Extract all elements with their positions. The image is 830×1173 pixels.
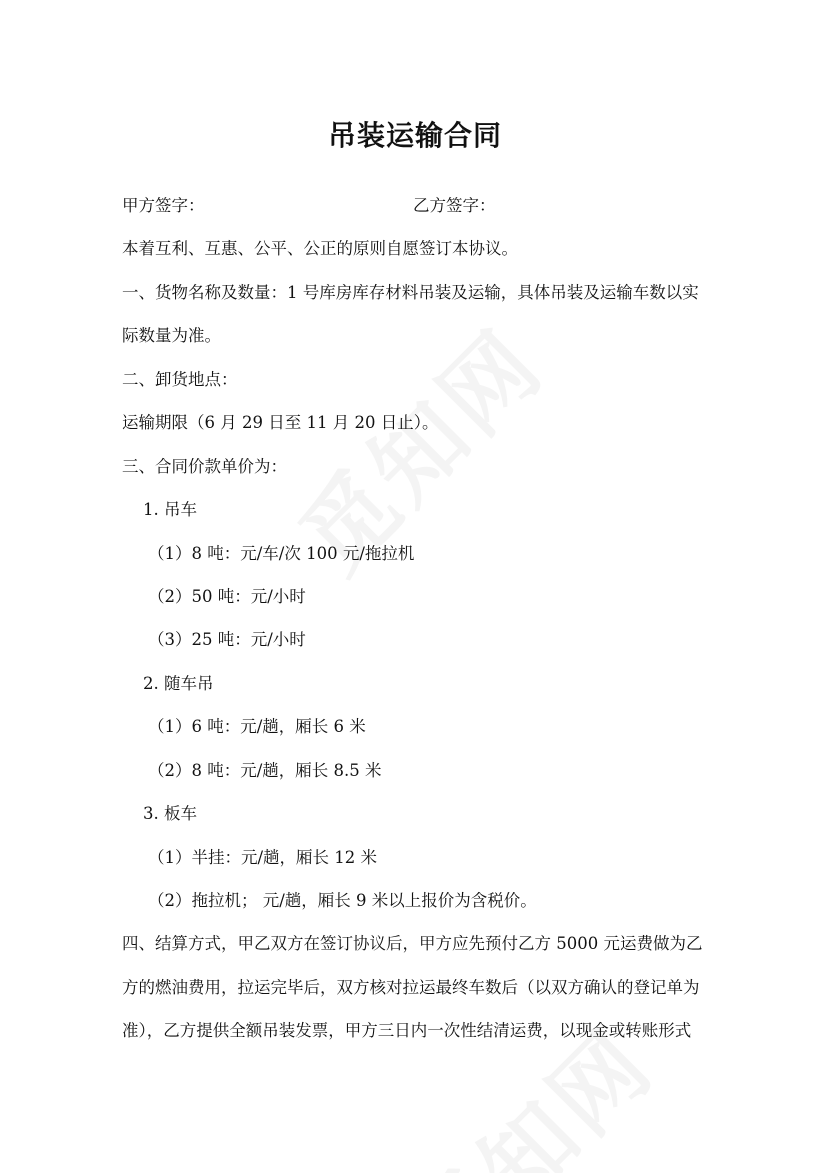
- party-a-signature-label: 甲方签字：: [122, 196, 205, 215]
- section-4-line-3: 准），乙方提供全额吊装发票，甲方三日内一次性结清运费，以现金或转账形式: [122, 1021, 692, 1040]
- item-1-heading: 1. 吊车: [143, 500, 197, 519]
- section-2-heading: 二、卸货地点：: [122, 370, 238, 389]
- item-2-sub-1: （1）6 吨：元/趟，厢长 6 米: [148, 717, 366, 736]
- item-3-sub-1: （1）半挂：元/趟，厢长 12 米: [148, 848, 378, 867]
- item-1-sub-3: （3）25 吨：元/小时: [148, 630, 306, 649]
- item-1-sub-2: （2）50 吨：元/小时: [148, 587, 306, 606]
- transport-period: 运输期限（6 月 29 日至 11 月 20 日止）。: [122, 413, 439, 432]
- section-4-line-1: 四、结算方式，甲乙双方在签订协议后，甲方应先预付乙方 5000 元运费做为乙: [122, 934, 703, 953]
- item-1-sub-1: （1）8 吨：元/车/次 100 元/拖拉机: [148, 544, 415, 563]
- section-3-heading: 三、合同价款单价为：: [122, 457, 287, 476]
- intro-paragraph: 本着互利、互惠、公平、公正的原则自愿签订本协议。: [122, 239, 518, 258]
- section-1-line-1: 一、货物名称及数量：1 号库房库存材料吊装及运输，具体吊装及运输车数以实: [122, 283, 699, 302]
- item-2-sub-2: （2）8 吨：元/趟，厢长 8.5 米: [148, 761, 382, 780]
- item-2-heading: 2. 随车吊: [143, 674, 214, 693]
- section-4-line-2: 方的燃油费用，拉运完毕后，双方核对拉运最终车数后（以双方确认的登记单为: [122, 978, 700, 997]
- item-3-heading: 3. 板车: [143, 804, 197, 823]
- section-1-line-2: 际数量为准。: [122, 326, 221, 345]
- item-3-sub-2: （2）拖拉机； 元/趟，厢长 9 米以上报价为含税价。: [148, 891, 537, 910]
- party-b-signature-label: 乙方签字：: [413, 196, 496, 215]
- page-title: 吊装运输合同: [327, 119, 502, 152]
